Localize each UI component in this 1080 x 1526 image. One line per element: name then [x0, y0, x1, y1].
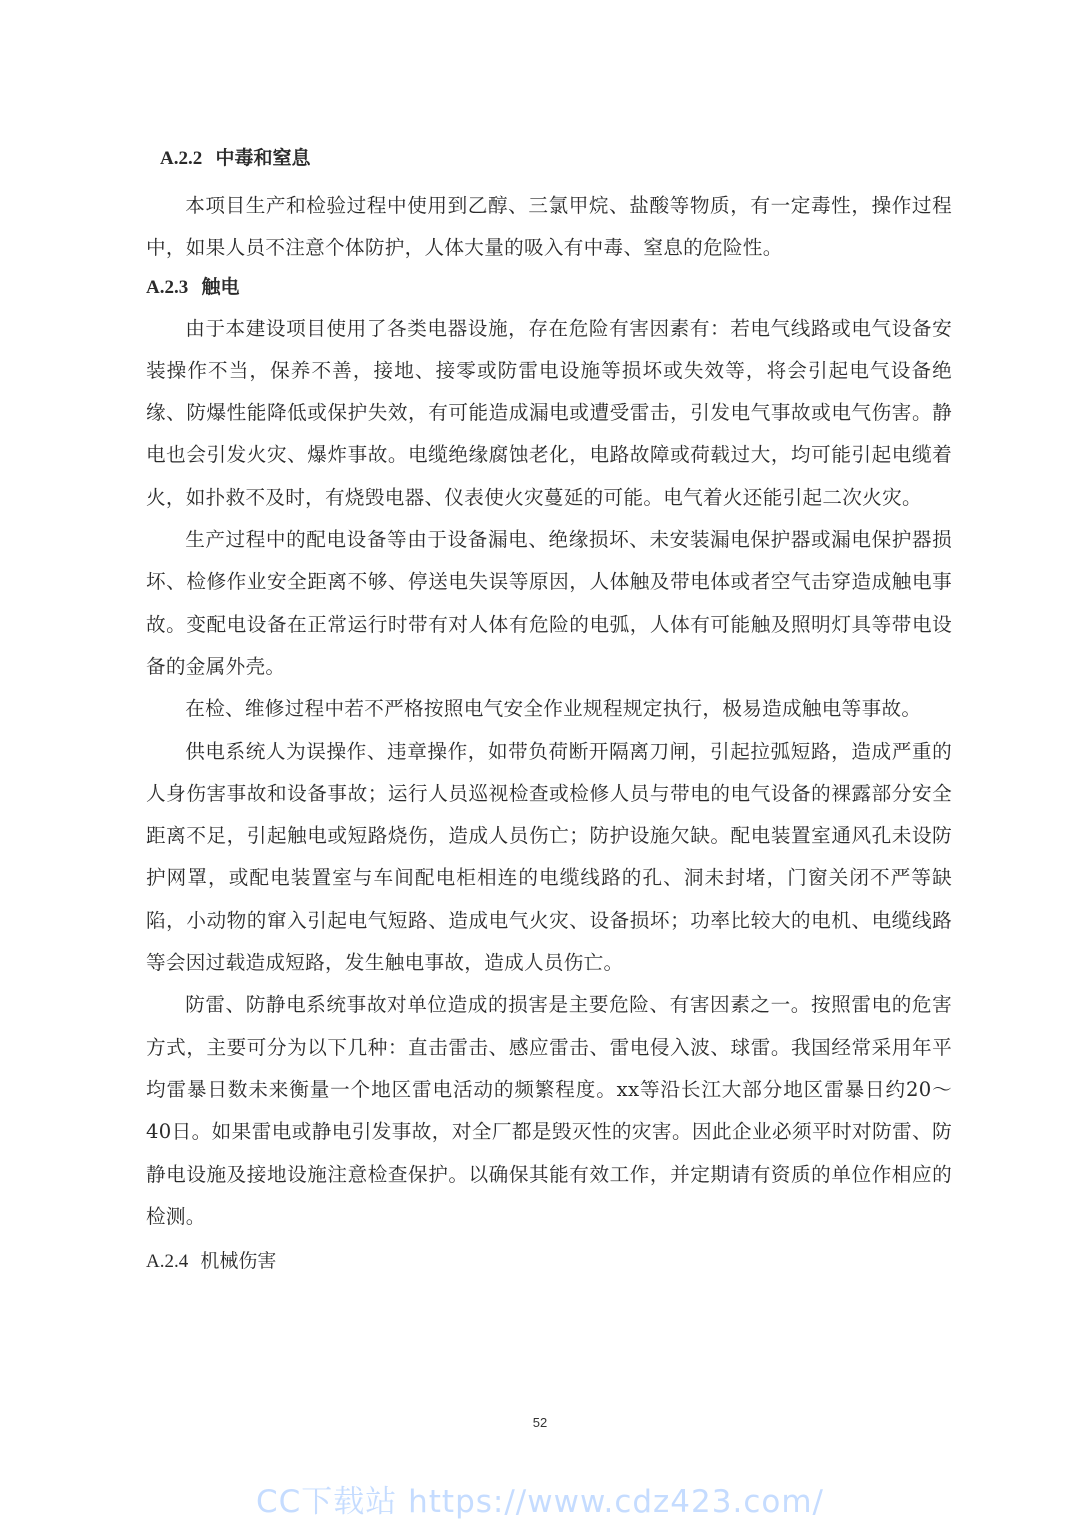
section-number: A.2.3	[146, 276, 189, 298]
paragraph: 本项目生产和检验过程中使用到乙醇、三氯甲烷、盐酸等物质，有一定毒性，操作过程中，如果人员不注意个体防护，人体大量的吸入有中毒、窒息的危险性。	[146, 194, 952, 260]
paragraph: 生产过程中的配电设备等由于设备漏电、绝缘损坏、未安装漏电保护器或漏电保护器损坏、检修作业安全距离不够、停送电失误等原因，人体触及带电体或者空气击穿造成触电事故。变配电设备在正常运行时带有对人体有危险的电弧，人体有可能触及照明灯具等带电设备的金属外壳。	[146, 528, 952, 678]
paragraph: 供电系统人为误操作、违章操作，如带负荷断开隔离刀闸，引起拉弧短路，造成严重的人身伤害事故和设备事故；运行人员巡视检查或检修人员与带电的电气设备的裸露部分安全距离不足，引起触电或短路烧伤，造成人员伤亡；防护设施欠缺。配电装置室通风孔未设防护网罩，或配电装置室与车间配电柜相连的电缆线路的孔、洞未封堵，门窗关闭不严等缺陷，小动物的窜入引起电气短路、造成电气火灾、设备损坏；功率比较大的电机、电缆线路等会因过载造成短路，发生触电事故，造成人员伤亡。	[146, 739, 952, 975]
page-content	[146, 143, 952, 1276]
section-heading-a22	[160, 143, 952, 173]
section-title: 机械伤害	[200, 1250, 277, 1273]
section-number: A.2.2	[160, 148, 203, 169]
section-heading-a23	[146, 272, 952, 302]
section-title: 中毒和窒息	[215, 147, 311, 169]
paragraph: 防雷、防静电系统事故对单位造成的损害是主要危险、有害因素之一。按照雷电的危害方式，主要可分为以下几种：直击雷击、感应雷击、雷电侵入波、球雷。我国经常采用年平均雷暴日数未来衡量一个地区雷电活动的频繁程度。xx等沿长江大部分地区雷暴日约20～40日。如果雷电或静电引发事故，对全厂都是毁灭性的灾害。因此企业必须平时对防雷、防静电设施及接地设施注意检查保护。以确保其能有效工作，并定期请有资质的单位作相应的检测。	[146, 993, 952, 1228]
section-heading-a24	[146, 1246, 952, 1276]
section-title: 触电	[201, 275, 240, 298]
paragraph: 由于本建设项目使用了各类电器设施，存在危险有害因素有：若电气线路或电气设备安装操作不当，保养不善，接地、接零或防雷电设施等损坏或失效等，将会引起电气设备绝缘、防爆性能降低或保护失效，有可能造成漏电或遭受雷击，引发电气事故或电气伤害。静电也会引发火灾、爆炸事故。电缆绝缘腐蚀老化，电路故障或荷载过大，均可能引起电缆着火，如扑救不及时，有烧毁电器、仪表使火灾蔓延的可能。电气着火还能引起二次火灾。	[146, 316, 952, 509]
paragraph: 在检、维修过程中若不严格按照电气安全作业规程规定执行，极易造成触电等事故。	[185, 697, 922, 721]
section-number: A.2.4	[146, 1251, 189, 1273]
watermark: CC下载站 https://www.cdz423.com/	[255, 1484, 824, 1520]
page-number: 52	[532, 1415, 548, 1430]
